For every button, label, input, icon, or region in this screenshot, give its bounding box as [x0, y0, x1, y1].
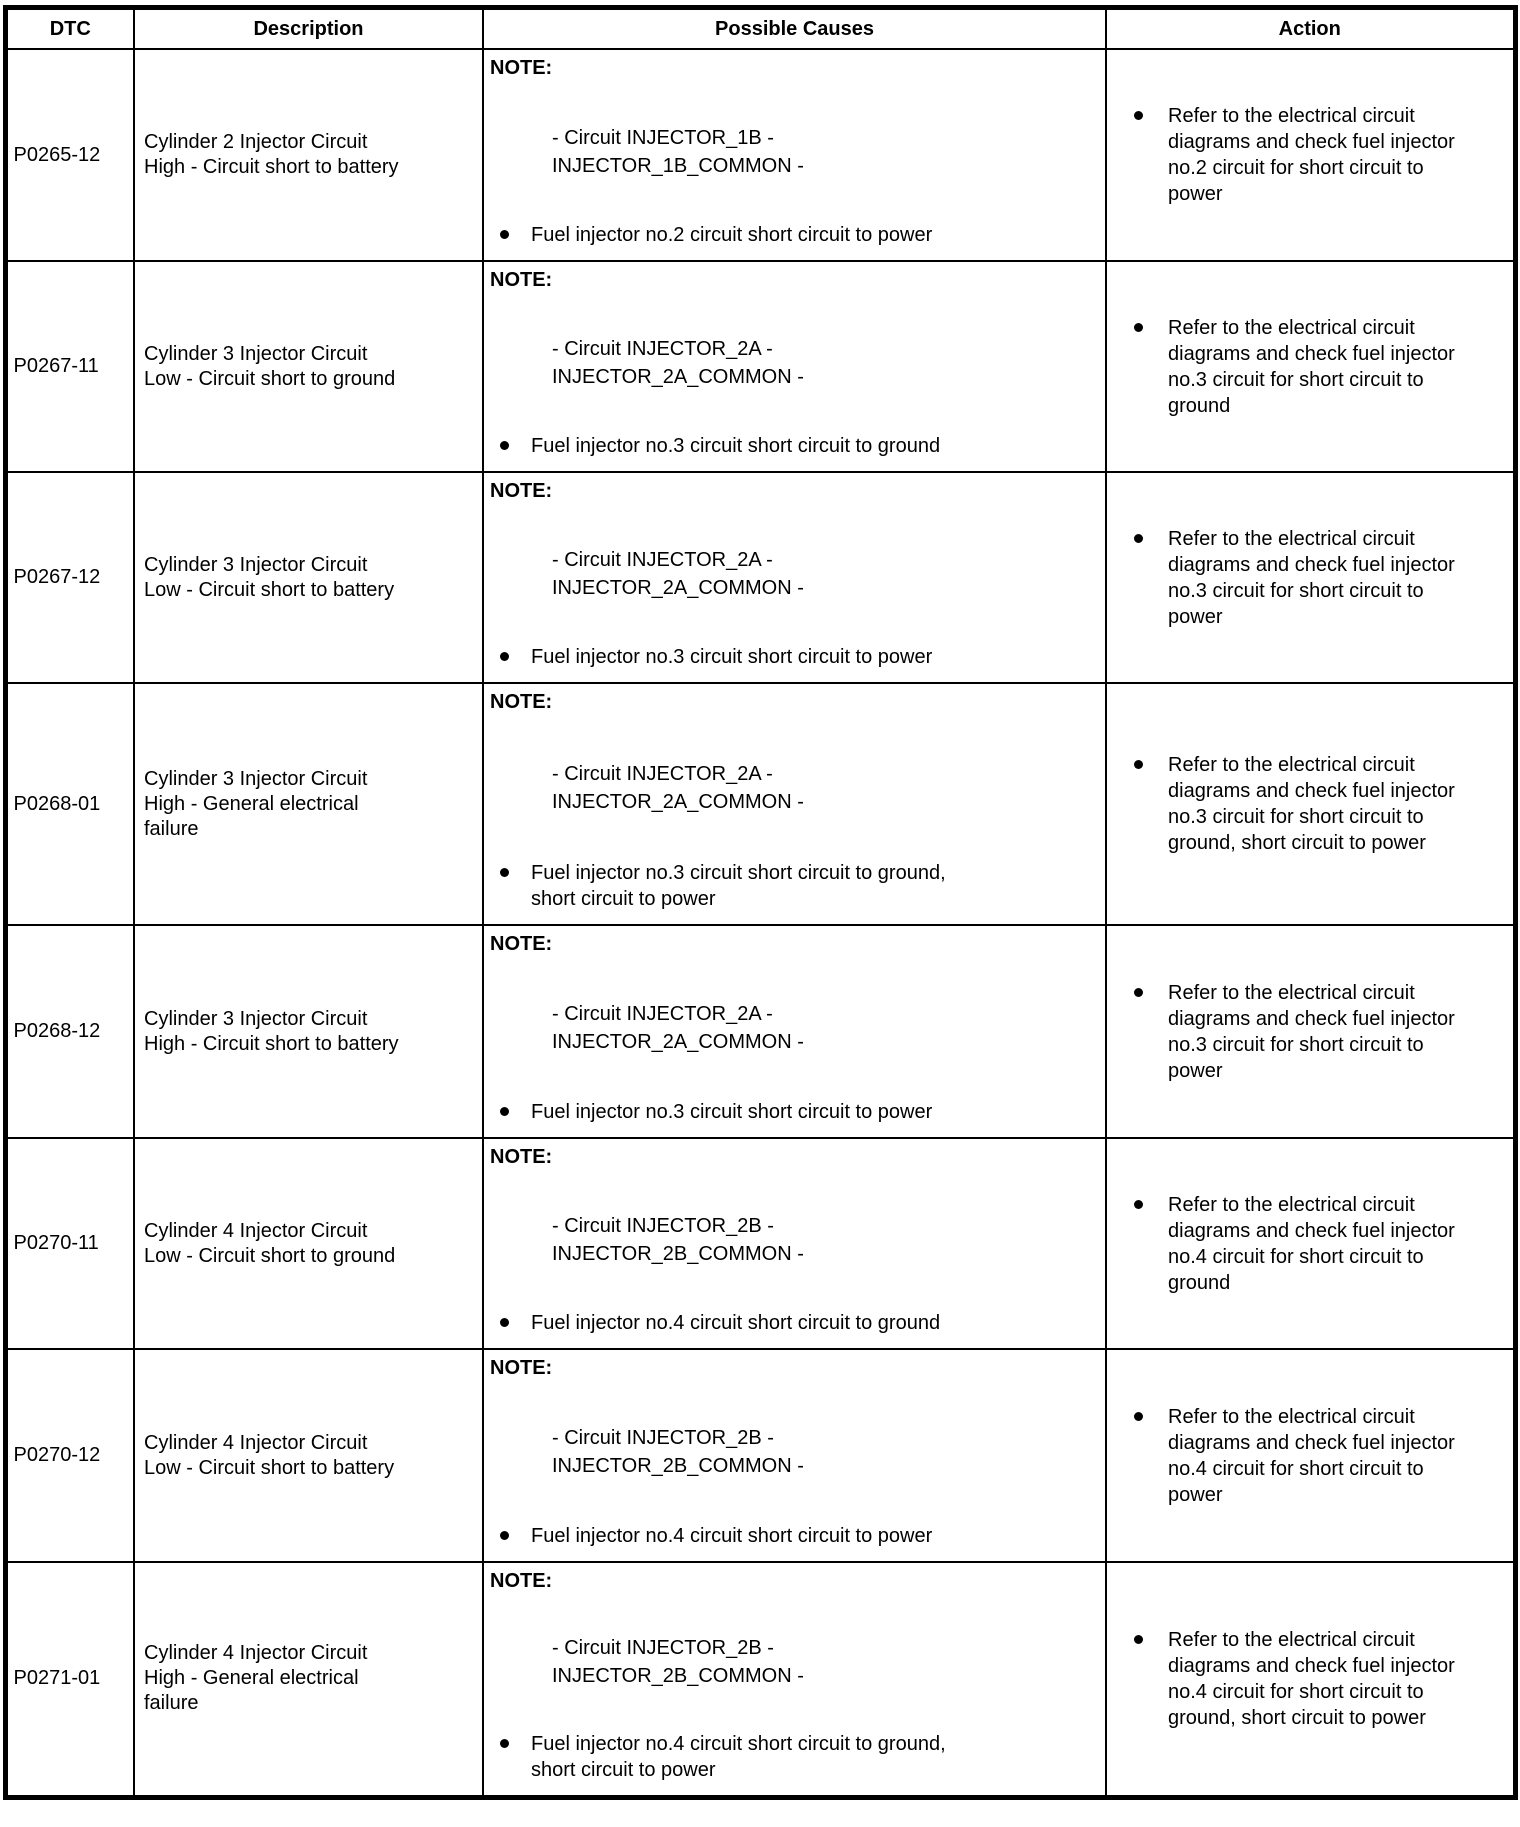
column-header-dtc: DTC [5, 8, 134, 50]
table-row [5, 49, 1515, 261]
bullet-icon [1134, 1635, 1143, 1644]
circuit-reference [552, 1634, 1097, 1690]
cause-item [490, 433, 1097, 459]
table-header [5, 8, 1515, 50]
circuit-line: INJECTOR_2A_COMMON - [552, 1031, 804, 1053]
cause-text: Fuel injector no.2 circuit short circuit to power [531, 224, 933, 246]
possible-causes-cell [484, 50, 1105, 260]
circuit-line: INJECTOR_2A_COMMON - [552, 790, 804, 813]
bullet-icon [500, 1318, 509, 1327]
action-item [1134, 315, 1513, 419]
table-row [5, 683, 1515, 925]
possible-causes-cell [484, 1350, 1105, 1561]
circuit-line: - Circuit INJECTOR_2A - [552, 1003, 773, 1025]
dtc-description: Cylinder 3 Injector Circuit Low - Circuit short to ground [144, 342, 396, 390]
circuit-reference [552, 1212, 1097, 1268]
action-text: Refer to the electrical circuit diagrams and check fuel injector no.3 circuit for short circuit to power [1168, 527, 1455, 628]
action-item [1134, 1192, 1513, 1296]
column-header-action: Action [1106, 8, 1515, 50]
cause-text: Fuel injector no.4 circuit short circuit to ground, short circuit to power [531, 1732, 946, 1781]
bullet-icon [1134, 111, 1143, 120]
dtc-code: P0270-11 [5, 1138, 134, 1349]
dtc-table [3, 5, 1518, 1800]
dtc-code: P0268-01 [5, 683, 134, 925]
cause-item [490, 1099, 1097, 1125]
bullet-icon [500, 441, 509, 450]
table-row [5, 472, 1515, 683]
action-text: Refer to the electrical circuit diagrams and check fuel injector no.4 circuit for short circuit to ground, short circuit to power [1168, 1628, 1455, 1729]
circuit-reference [552, 546, 1097, 602]
bullet-icon [1134, 1412, 1143, 1421]
circuit-reference [552, 1000, 1097, 1056]
possible-causes-cell [484, 926, 1105, 1137]
note-label: NOTE: [490, 933, 553, 955]
cause-item [490, 860, 1097, 912]
dtc-code: P0271-01 [5, 1562, 134, 1797]
action-text: Refer to the electrical circuit diagrams and check fuel injector no.2 circuit for short circuit to power [1168, 105, 1455, 205]
bullet-icon [500, 230, 509, 239]
circuit-line: INJECTOR_2A_COMMON - [552, 366, 804, 388]
possible-causes-cell [484, 684, 1105, 924]
table-row [5, 925, 1515, 1138]
dtc-code: P0267-12 [5, 472, 134, 683]
table-row [5, 1138, 1515, 1349]
dtc-description: Cylinder 2 Injector Circuit High - Circuit short to battery [144, 131, 399, 178]
note-label: NOTE: [490, 480, 553, 502]
note-label: NOTE: [490, 1357, 553, 1379]
bullet-icon [1134, 1200, 1143, 1209]
possible-causes-cell [484, 1139, 1105, 1348]
column-header-possible-causes: Possible Causes [483, 8, 1106, 50]
cause-item [490, 1731, 1097, 1783]
cause-text: Fuel injector no.4 circuit short circuit to power [531, 1525, 933, 1547]
circuit-line: - Circuit INJECTOR_2A - [552, 338, 773, 360]
circuit-line: - Circuit INJECTOR_1B - [552, 126, 774, 149]
action-text: Refer to the electrical circuit diagrams and check fuel injector no.3 circuit for short circuit to ground, short circuit to power [1168, 754, 1455, 854]
circuit-line: - Circuit INJECTOR_2B - [552, 1637, 774, 1660]
dtc-description: Cylinder 3 Injector Circuit High - General electrical failure [144, 767, 368, 840]
bullet-icon [500, 1739, 509, 1748]
circuit-line: - Circuit INJECTOR_2B - [552, 1427, 774, 1449]
note-label: NOTE: [490, 691, 553, 713]
circuit-line: INJECTOR_1B_COMMON - [552, 154, 804, 177]
note-label: NOTE: [490, 1146, 553, 1168]
cause-item [490, 1523, 1097, 1549]
dtc-code: P0267-11 [5, 261, 134, 472]
circuit-line: - Circuit INJECTOR_2A - [552, 762, 773, 785]
bullet-icon [1134, 534, 1143, 543]
circuit-reference [552, 124, 1097, 180]
circuit-line: INJECTOR_2A_COMMON - [552, 577, 804, 599]
action-text: Refer to the electrical circuit diagrams and check fuel injector no.4 circuit for short circuit to ground [1168, 1193, 1455, 1294]
action-text: Refer to the electrical circuit diagrams and check fuel injector no.3 circuit for short circuit to ground [1168, 316, 1455, 417]
dtc-description: Cylinder 3 Injector Circuit Low - Circuit short to battery [144, 553, 395, 601]
table-row [5, 1562, 1515, 1797]
cause-text: Fuel injector no.3 circuit short circuit to power [531, 1101, 933, 1123]
dtc-description: Cylinder 4 Injector Circuit Low - Circuit short to battery [144, 1431, 395, 1479]
column-header-description: Description [134, 8, 483, 50]
bullet-icon [500, 1107, 509, 1116]
table-row [5, 1349, 1515, 1562]
bullet-icon [1134, 760, 1143, 769]
cause-text: Fuel injector no.3 circuit short circuit to ground [531, 435, 941, 457]
note-label: NOTE: [490, 1570, 553, 1592]
cause-text: Fuel injector no.4 circuit short circuit to ground [531, 1312, 941, 1334]
action-item [1134, 1404, 1513, 1508]
dtc-code: P0270-12 [5, 1349, 134, 1562]
circuit-line: INJECTOR_2B_COMMON - [552, 1455, 804, 1477]
circuit-reference [552, 335, 1097, 391]
possible-causes-cell [484, 473, 1105, 682]
action-item [1134, 103, 1513, 207]
cause-item [490, 1310, 1097, 1336]
circuit-line: INJECTOR_2B_COMMON - [552, 1243, 804, 1265]
bullet-icon [500, 652, 509, 661]
dtc-description: Cylinder 3 Injector Circuit High - Circuit short to battery [144, 1007, 399, 1055]
dtc-code: P0268-12 [5, 925, 134, 1138]
action-item [1134, 752, 1513, 856]
circuit-line: INJECTOR_2B_COMMON - [552, 1665, 804, 1688]
circuit-reference [552, 1424, 1097, 1480]
note-label: NOTE: [490, 269, 553, 291]
action-text: Refer to the electrical circuit diagrams and check fuel injector no.4 circuit for short circuit to power [1168, 1405, 1455, 1506]
cause-item [490, 222, 1097, 248]
dtc-code: P0265-12 [5, 49, 134, 261]
cause-text: Fuel injector no.3 circuit short circuit to ground, short circuit to power [531, 862, 946, 910]
action-text: Refer to the electrical circuit diagrams and check fuel injector no.3 circuit for short circuit to power [1168, 981, 1455, 1082]
possible-causes-cell [484, 1563, 1105, 1795]
cause-item [490, 644, 1097, 670]
circuit-line: - Circuit INJECTOR_2B - [552, 1215, 774, 1237]
action-item [1134, 980, 1513, 1084]
bullet-icon [500, 868, 509, 877]
action-item [1134, 1627, 1513, 1731]
action-item [1134, 526, 1513, 630]
bullet-icon [1134, 323, 1143, 332]
dtc-description: Cylinder 4 Injector Circuit Low - Circuit short to ground [144, 1219, 396, 1267]
note-label: NOTE: [490, 57, 553, 79]
possible-causes-cell [484, 262, 1105, 471]
cause-text: Fuel injector no.3 circuit short circuit to power [531, 646, 933, 668]
circuit-reference [552, 760, 1097, 816]
table-row [5, 261, 1515, 472]
dtc-description: Cylinder 4 Injector Circuit High - General electrical failure [144, 1642, 368, 1715]
bullet-icon [500, 1531, 509, 1540]
bullet-icon [1134, 988, 1143, 997]
circuit-line: - Circuit INJECTOR_2A - [552, 549, 773, 571]
